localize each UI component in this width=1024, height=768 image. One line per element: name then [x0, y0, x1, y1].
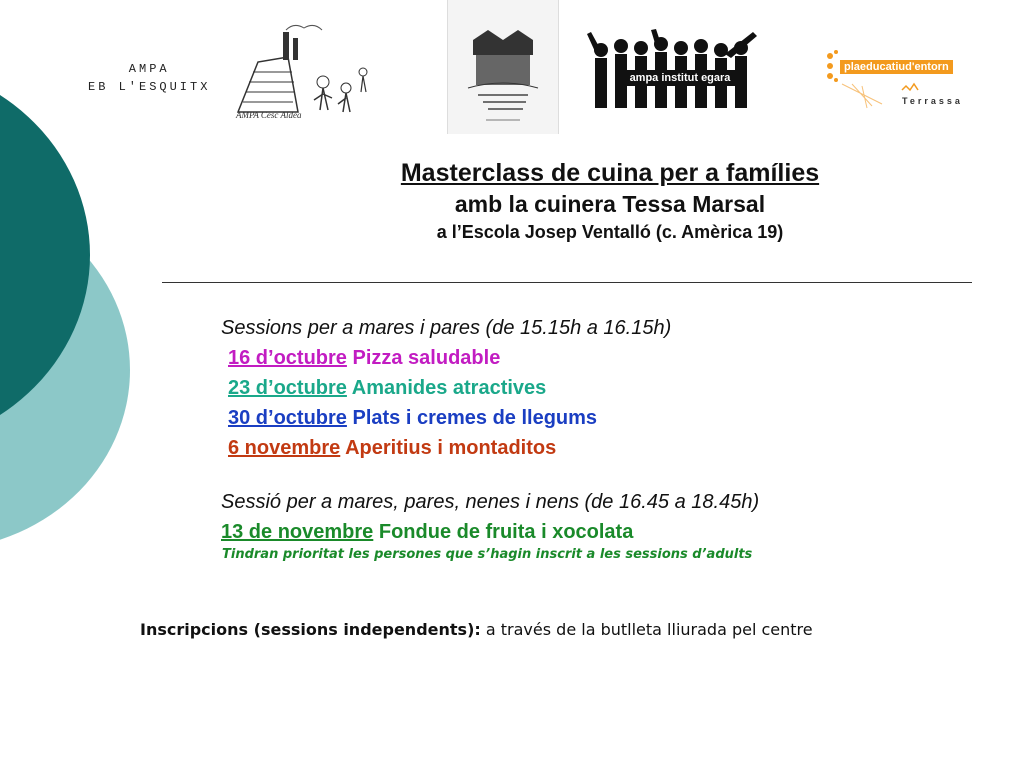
adult-sessions-heading: Sessions per a mares i pares (de 15.15h a 16.15h)	[221, 317, 672, 339]
ampa-eb-logo: AMPA EB L'ESQUITX	[88, 62, 211, 94]
session-item	[221, 403, 671, 433]
priority-note: Tindran prioritat les persones que s’hagin inscrit a les sessions d’adults	[222, 547, 753, 562]
session-item	[221, 433, 671, 463]
adult-sessions	[221, 313, 671, 463]
session-date: 13 de novembre	[221, 521, 374, 543]
session-date: 23 d’octubre	[228, 377, 347, 399]
divider	[162, 282, 972, 283]
pla-educatiu-city: Terrassa	[902, 96, 963, 106]
registration-label: Inscripcions (sessions independents):	[140, 620, 481, 639]
session-topic: Pizza saludable	[352, 347, 501, 369]
session-date: 16 d’octubre	[228, 347, 347, 369]
title-line-2: amb la cuinera Tessa Marsal	[454, 191, 766, 217]
title-line-1: Masterclass de cuina per a famílies	[400, 159, 820, 187]
session-topic: Fondue de fruita i xocolata	[378, 521, 634, 543]
registration-footer	[140, 620, 813, 639]
egara-label: ampa institut egara	[622, 70, 738, 86]
session-item	[221, 517, 759, 547]
session-topic: Amanides atractives	[351, 377, 547, 399]
pla-educatiu-title: plaeducatiud'entorn	[840, 60, 953, 74]
session-date: 6 novembre	[228, 437, 341, 459]
session-item	[221, 373, 671, 403]
session-item	[221, 343, 671, 373]
registration-text: a través de la butlleta lliurada pel centre	[485, 620, 813, 639]
session-topic: Aperitius i montaditos	[345, 437, 557, 459]
escola-ventallo-logo	[447, 0, 559, 134]
ampa-cesc-label: AMPA Cesc Aldea	[236, 110, 302, 120]
session-date: 30 d’octubre	[228, 407, 347, 429]
family-session	[221, 487, 759, 547]
title-line-3: a l’Escola Josep Ventalló (c. Amèrica 19)	[436, 222, 784, 242]
page-title	[160, 157, 1024, 245]
session-topic: Plats i cremes de llegums	[352, 407, 598, 429]
family-session-heading: Sessió per a mares, pares, nenes i nens (de 16.45 a 18.45h)	[221, 491, 760, 513]
